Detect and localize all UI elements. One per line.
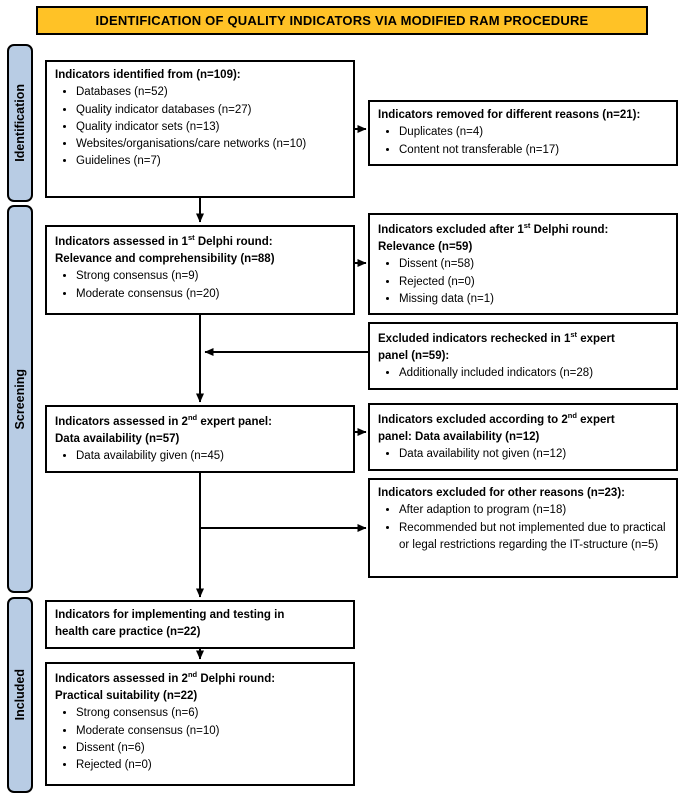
bullet-list (378, 502, 668, 554)
box-title-line2: Relevance and comprehensibility (n=88) (55, 253, 275, 266)
stage-label-text: Included (13, 669, 27, 721)
box-title: Indicators identified from (n=109): (55, 69, 241, 81)
box-title: Indicators excluded according to 2nd expert (378, 411, 615, 426)
bullet-item: • Dissent (n=58) (399, 256, 668, 273)
box-rechecked-expert-panel (368, 322, 678, 390)
bullet-list (55, 268, 345, 303)
bullet-item: • Rejected (n=0) (76, 757, 345, 774)
bullet-list (55, 448, 345, 465)
box-title-line2: Data availability (n=57) (55, 433, 180, 446)
bullet-item: • Recommended but not implemented due to practical or legal restrictions regarding the IT-structure (n=5) (399, 520, 668, 555)
ordinal-superscript: st (570, 330, 578, 339)
bullet-item: • Data availability given (n=45) (76, 448, 345, 465)
bullet-item: • Guidelines (n=7) (76, 153, 345, 170)
box-title-line2: panel (n=59): (378, 350, 450, 363)
bullet-item: • Websites/organisations/care networks (n=10) (76, 136, 345, 153)
box-removed-reasons (368, 100, 678, 166)
bullet-item: • Data availability not given (n=12) (399, 446, 668, 463)
bullet-item: • Strong consensus (n=6) (76, 705, 345, 722)
box-implementing-testing (45, 600, 355, 649)
box-second-delphi-round (45, 662, 355, 786)
bullet-item: • Dissent (n=6) (76, 740, 345, 757)
stage-label-identification (7, 44, 33, 202)
bullet-item: • Missing data (n=1) (399, 291, 668, 308)
bullet-item: • Moderate consensus (n=20) (76, 286, 345, 303)
box-title: Indicators assessed in 1st Delphi round: (55, 233, 273, 248)
box-title-line2: health care practice (n=22) (55, 626, 201, 639)
box-title: Indicators excluded after 1st Delphi round: (378, 221, 609, 236)
bullet-list (55, 705, 345, 774)
bullet-item: • Strong consensus (n=9) (76, 268, 345, 285)
stage-label-screening (7, 205, 33, 593)
ordinal-superscript: nd (187, 413, 198, 422)
bullet-list (378, 365, 668, 382)
box-title: Indicators assessed in 2nd Delphi round: (55, 670, 276, 685)
ordinal-superscript: nd (187, 670, 198, 679)
bullet-item: • Quality indicator databases (n=27) (76, 102, 345, 119)
box-indicators-identified (45, 60, 355, 198)
bullet-list (378, 124, 668, 159)
diagram-title-banner (36, 6, 648, 35)
box-title-line2: Relevance (n=59) (378, 241, 473, 254)
box-excluded-first-delphi (368, 213, 678, 315)
bullet-list (55, 84, 345, 170)
ordinal-superscript: nd (567, 411, 577, 420)
bullet-item: • Rejected (n=0) (399, 274, 668, 291)
ordinal-superscript: st (187, 233, 195, 242)
bullet-item: • Duplicates (n=4) (399, 124, 668, 141)
stage-label-included (7, 597, 33, 793)
box-title: Indicators excluded for other reasons (n=23): (378, 487, 625, 499)
box-title: Indicators for implementing and testing in (55, 609, 285, 621)
box-excluded-second-expert (368, 403, 678, 471)
bullet-item: • After adaption to program (n=18) (399, 502, 668, 519)
bullet-list (378, 446, 668, 463)
box-title-line2: Practical suitability (n=22) (55, 690, 198, 703)
box-excluded-other-reasons (368, 478, 678, 578)
bullet-item: • Content not transferable (n=17) (399, 142, 668, 159)
bullet-item: • Additionally included indicators (n=28) (399, 365, 668, 382)
box-second-expert-panel (45, 405, 355, 473)
stage-label-text: Screening (13, 368, 27, 430)
box-first-delphi-round (45, 225, 355, 315)
bullet-item: • Moderate consensus (n=10) (76, 723, 345, 740)
bullet-item: • Databases (n=52) (76, 84, 345, 101)
bullet-list (378, 256, 668, 308)
stage-label-text: Identification (13, 84, 27, 162)
box-title: Indicators removed for different reasons (n=21): (378, 109, 641, 121)
bullet-item: • Quality indicator sets (n=13) (76, 119, 345, 136)
diagram-title: IDENTIFICATION OF QUALITY INDICATORS VIA MODIFIED RAM PROCEDURE (95, 13, 589, 28)
ordinal-superscript: st (523, 221, 531, 230)
box-title-line2: panel: Data availability (n=12) (378, 431, 540, 444)
box-title: Indicators assessed in 2nd expert panel: (55, 413, 272, 428)
box-title: Excluded indicators rechecked in 1st expert (378, 330, 615, 345)
